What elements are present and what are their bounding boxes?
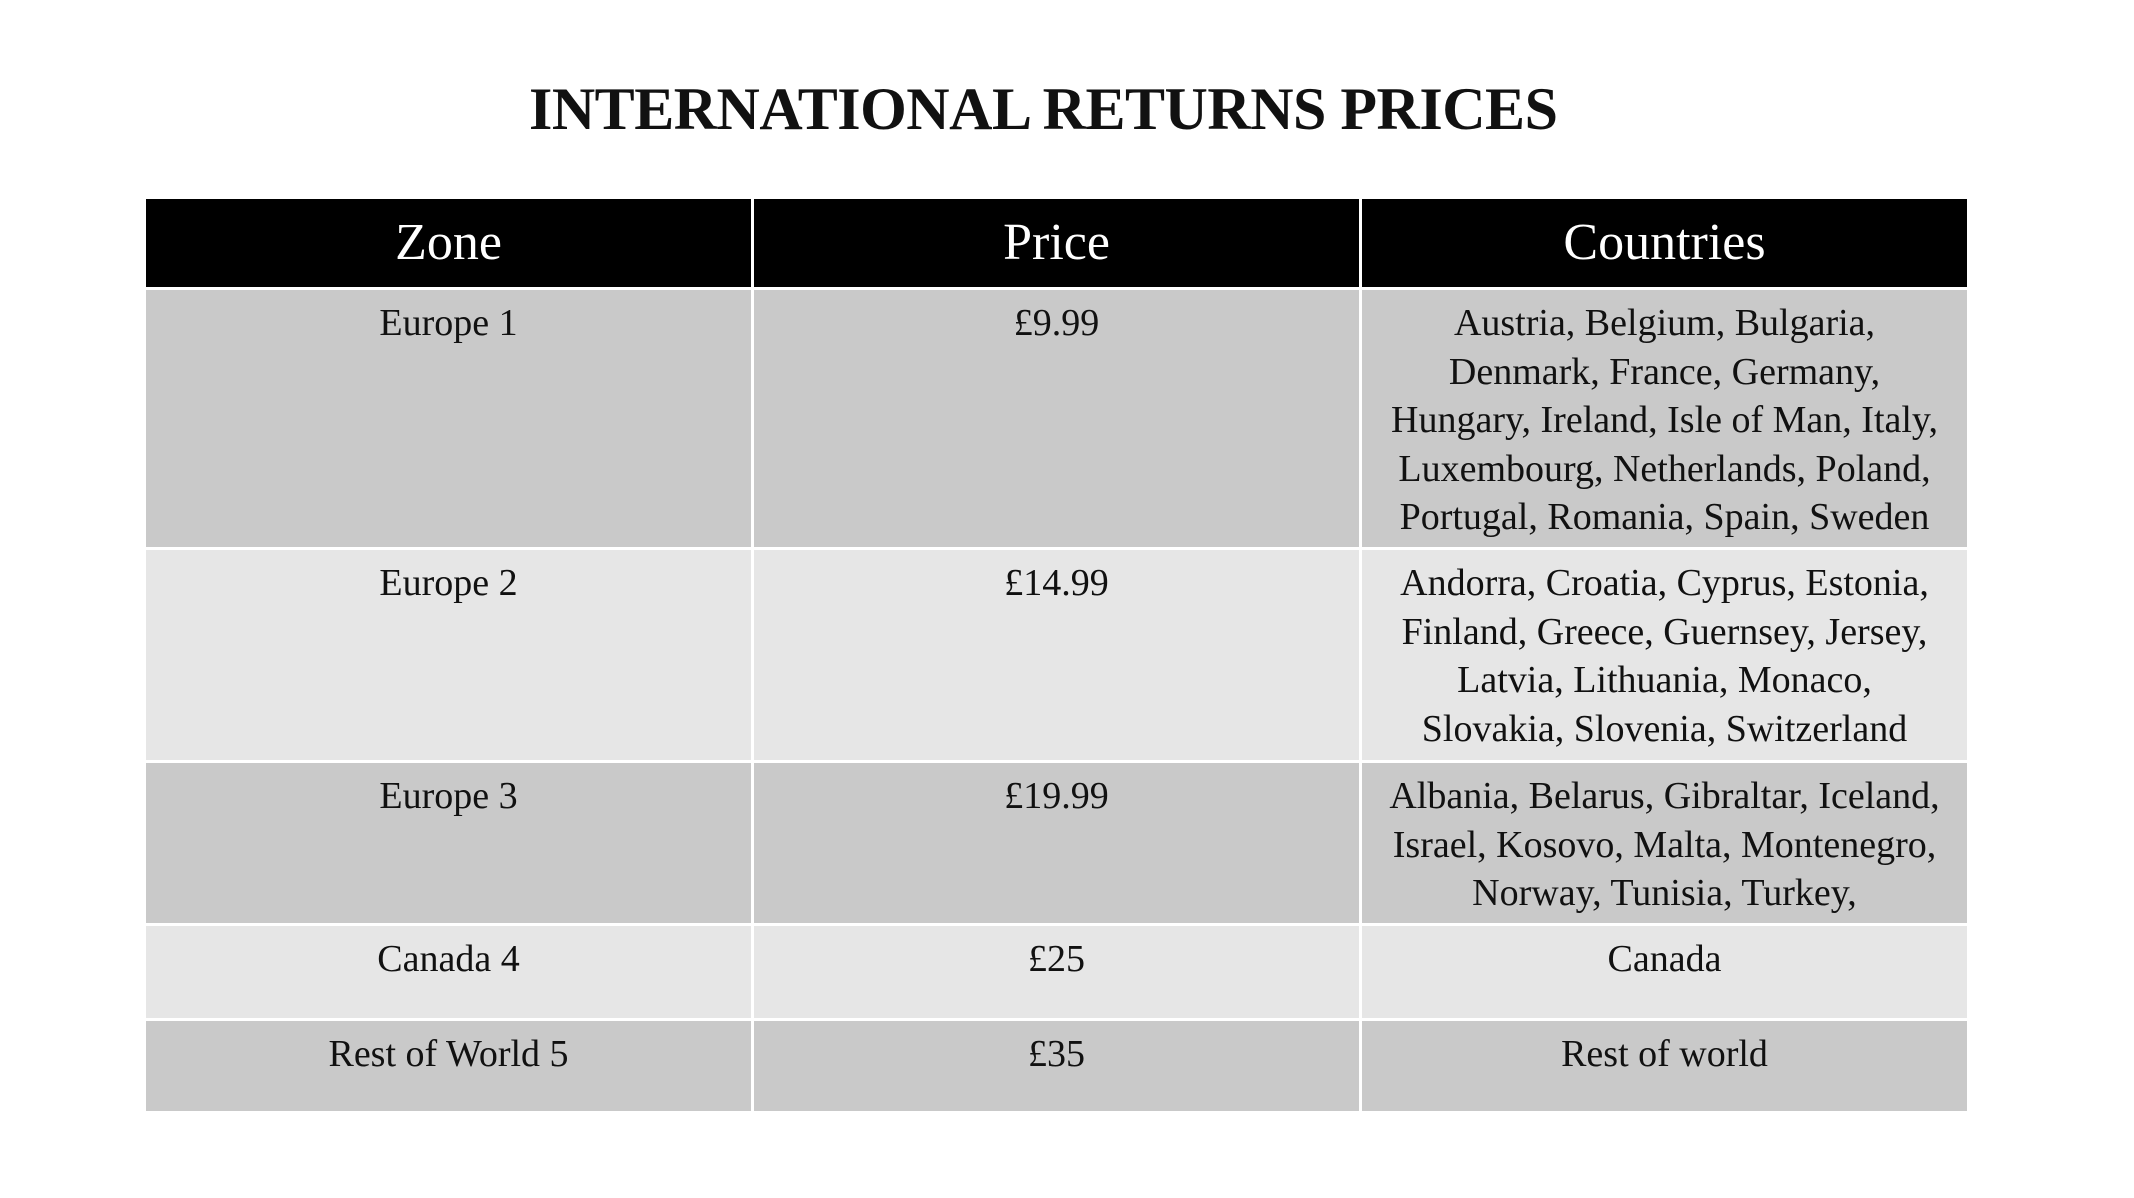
countries-text: Canada — [1607, 938, 1722, 980]
table-header-row — [145, 198, 1969, 289]
countries-cell — [1361, 762, 1969, 925]
price-cell: £25 — [753, 925, 1361, 1020]
table-row — [145, 549, 1969, 762]
zone-cell: Europe 1 — [145, 289, 753, 549]
price-cell: £35 — [753, 1020, 1361, 1113]
zone-cell: Rest of World 5 — [145, 1020, 753, 1113]
table-row — [145, 289, 1969, 549]
price-cell: £9.99 — [753, 289, 1361, 549]
column-header-countries: Countries — [1361, 198, 1969, 289]
returns-price-table — [143, 196, 1970, 1114]
price-cell: £19.99 — [753, 762, 1361, 925]
countries-text: Andorra, Croatia, Cyprus, Estonia, Finland, Greece, Guernsey, Jersey, Latvia, Lithuania, Monaco, Slovakia, Slovenia, Switzerland — [1400, 562, 1929, 750]
zone-cell: Europe 2 — [145, 549, 753, 762]
countries-cell — [1361, 1020, 1969, 1113]
column-header-zone: Zone — [145, 198, 753, 289]
zone-cell: Canada 4 — [145, 925, 753, 1020]
table-row — [145, 762, 1969, 925]
countries-text: Austria, Belgium, Bulgaria, Denmark, France, Germany, Hungary, Ireland, Isle of Man, Italy, Luxembourg, Netherlands, Poland, Portugal, Romania, Spain, Sweden — [1391, 302, 1938, 538]
countries-cell — [1361, 289, 1969, 549]
countries-cell — [1361, 925, 1969, 1020]
page-title: INTERNATIONAL RETURNS PRICES — [529, 76, 1558, 142]
price-cell: £14.99 — [753, 549, 1361, 762]
table-row — [145, 925, 1969, 1020]
countries-cell — [1361, 549, 1969, 762]
zone-cell: Europe 3 — [145, 762, 753, 925]
countries-text: Albania, Belarus, Gibraltar, Iceland, Israel, Kosovo, Malta, Montenegro, Norway, Tunisia, Turkey, — [1389, 775, 1940, 914]
countries-text: Rest of world — [1561, 1033, 1768, 1075]
column-header-price: Price — [753, 198, 1361, 289]
table-row — [145, 1020, 1969, 1113]
